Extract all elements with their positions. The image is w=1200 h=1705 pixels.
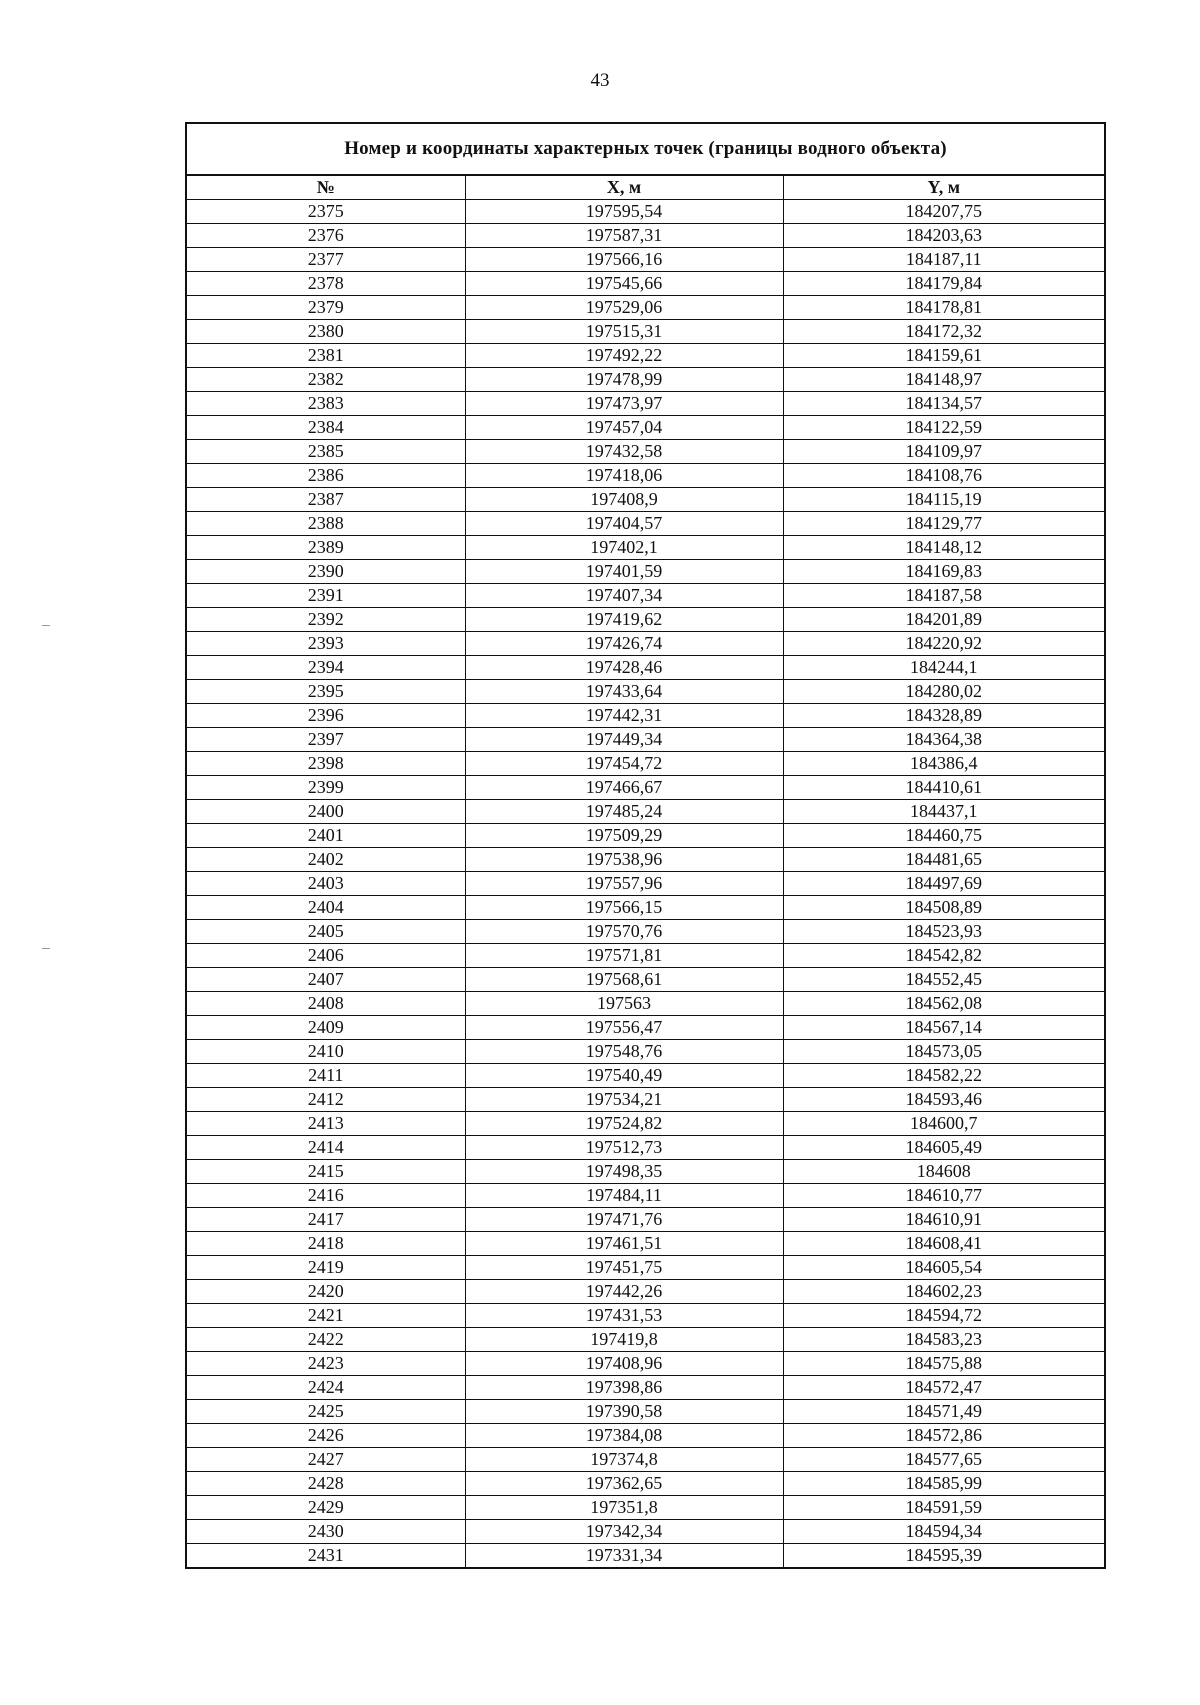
point-number-cell: 2424 [187,1376,465,1400]
table-row [187,1088,1104,1112]
point-number-cell: 2389 [187,536,465,560]
y-coordinate-cell: 184148,97 [783,368,1104,392]
coordinates-table [185,122,1106,1569]
table-row [187,392,1104,416]
x-coordinate-cell: 197404,57 [465,512,783,536]
y-coordinate-cell: 184593,46 [783,1088,1104,1112]
y-coordinate-cell: 184508,89 [783,896,1104,920]
y-coordinate-cell: 184481,65 [783,848,1104,872]
table-row [187,536,1104,560]
table-row [187,1040,1104,1064]
point-number-cell: 2407 [187,968,465,992]
point-number-cell: 2405 [187,920,465,944]
table-row [187,1472,1104,1496]
y-coordinate-cell: 184608,41 [783,1232,1104,1256]
x-coordinate-cell: 197571,81 [465,944,783,968]
point-number-cell: 2426 [187,1424,465,1448]
y-coordinate-cell: 184571,49 [783,1400,1104,1424]
table-row [187,1160,1104,1184]
table-row [187,632,1104,656]
table-row [187,1256,1104,1280]
point-number-cell: 2392 [187,608,465,632]
y-coordinate-cell: 184583,23 [783,1328,1104,1352]
x-coordinate-cell: 197466,67 [465,776,783,800]
y-coordinate-cell: 184437,1 [783,800,1104,824]
y-coordinate-cell: 184179,84 [783,272,1104,296]
x-coordinate-cell: 197390,58 [465,1400,783,1424]
y-coordinate-cell: 184572,47 [783,1376,1104,1400]
table-row [187,1280,1104,1304]
table-row [187,1112,1104,1136]
x-coordinate-cell: 197471,76 [465,1208,783,1232]
point-number-cell: 2406 [187,944,465,968]
y-coordinate-cell: 184605,54 [783,1256,1104,1280]
table-row [187,272,1104,296]
point-number-cell: 2400 [187,800,465,824]
table-row [187,1232,1104,1256]
point-number-cell: 2384 [187,416,465,440]
y-coordinate-cell: 184169,83 [783,560,1104,584]
x-coordinate-cell: 197384,08 [465,1424,783,1448]
y-coordinate-cell: 184595,39 [783,1544,1104,1568]
table-row [187,368,1104,392]
point-number-cell: 2396 [187,704,465,728]
table-row [187,344,1104,368]
y-coordinate-cell: 184148,12 [783,536,1104,560]
margin-mark [42,948,50,949]
point-number-cell: 2380 [187,320,465,344]
y-coordinate-cell: 184220,92 [783,632,1104,656]
point-number-cell: 2393 [187,632,465,656]
table-row [187,1376,1104,1400]
x-coordinate-cell: 197418,06 [465,464,783,488]
y-coordinate-cell: 184244,1 [783,656,1104,680]
point-number-cell: 2378 [187,272,465,296]
point-number-cell: 2381 [187,344,465,368]
point-number-cell: 2379 [187,296,465,320]
table-row [187,968,1104,992]
x-coordinate-cell: 197512,73 [465,1136,783,1160]
x-coordinate-cell: 197568,61 [465,968,783,992]
x-coordinate-cell: 197454,72 [465,752,783,776]
point-number-cell: 2423 [187,1352,465,1376]
x-coordinate-cell: 197419,62 [465,608,783,632]
page-number: 43 [590,70,610,91]
point-number-cell: 2413 [187,1112,465,1136]
point-number-cell: 2430 [187,1520,465,1544]
table-row [187,200,1104,224]
x-coordinate-cell: 197431,53 [465,1304,783,1328]
y-coordinate-cell: 184122,59 [783,416,1104,440]
point-number-cell: 2386 [187,464,465,488]
y-coordinate-cell: 184610,77 [783,1184,1104,1208]
y-coordinate-cell: 184591,59 [783,1496,1104,1520]
x-coordinate-cell: 197529,06 [465,296,783,320]
x-coordinate-cell: 197457,04 [465,416,783,440]
table-row [187,1208,1104,1232]
point-number-cell: 2399 [187,776,465,800]
table-row [187,1328,1104,1352]
table-row [187,680,1104,704]
point-number-cell: 2412 [187,1088,465,1112]
margin-mark [42,625,50,626]
point-number-cell: 2428 [187,1472,465,1496]
y-coordinate-cell: 184460,75 [783,824,1104,848]
y-coordinate-cell: 184594,72 [783,1304,1104,1328]
header-row [187,176,1104,200]
point-number-cell: 2391 [187,584,465,608]
table-row [187,464,1104,488]
x-coordinate-cell: 197595,54 [465,200,783,224]
table-row [187,584,1104,608]
x-coordinate-cell: 197557,96 [465,872,783,896]
y-coordinate-cell: 184410,61 [783,776,1104,800]
point-number-cell: 2427 [187,1448,465,1472]
table-row [187,1544,1104,1568]
point-number-cell: 2417 [187,1208,465,1232]
y-coordinate-cell: 184386,4 [783,752,1104,776]
table-row [187,248,1104,272]
table-row [187,752,1104,776]
y-coordinate-cell: 184567,14 [783,1016,1104,1040]
table-row [187,1352,1104,1376]
y-coordinate-cell: 184577,65 [783,1448,1104,1472]
point-number-cell: 2375 [187,200,465,224]
point-number-cell: 2395 [187,680,465,704]
y-coordinate-cell: 184610,91 [783,1208,1104,1232]
y-coordinate-cell: 184575,88 [783,1352,1104,1376]
y-coordinate-cell: 184115,19 [783,488,1104,512]
table-row [187,1304,1104,1328]
y-coordinate-cell: 184187,58 [783,584,1104,608]
point-number-cell: 2398 [187,752,465,776]
table-row [187,1016,1104,1040]
point-number-cell: 2397 [187,728,465,752]
x-coordinate-cell: 197419,8 [465,1328,783,1352]
table-row [187,776,1104,800]
table-row [187,848,1104,872]
table-row [187,944,1104,968]
point-number-cell: 2415 [187,1160,465,1184]
point-number-cell: 2425 [187,1400,465,1424]
x-coordinate-cell: 197566,15 [465,896,783,920]
point-number-cell: 2419 [187,1256,465,1280]
point-number-cell: 2394 [187,656,465,680]
x-coordinate-cell: 197442,26 [465,1280,783,1304]
table-row [187,992,1104,1016]
y-coordinate-cell: 184134,57 [783,392,1104,416]
y-coordinate-cell: 184594,34 [783,1520,1104,1544]
table-row [187,1424,1104,1448]
y-coordinate-cell: 184364,38 [783,728,1104,752]
x-coordinate-cell: 197566,16 [465,248,783,272]
table-row [187,1136,1104,1160]
y-coordinate-cell: 184562,08 [783,992,1104,1016]
y-coordinate-cell: 184178,81 [783,296,1104,320]
table-row [187,560,1104,584]
table-row [187,608,1104,632]
y-coordinate-cell: 184201,89 [783,608,1104,632]
x-coordinate-cell: 197432,58 [465,440,783,464]
y-coordinate-cell: 184328,89 [783,704,1104,728]
point-number-cell: 2383 [187,392,465,416]
x-coordinate-cell: 197540,49 [465,1064,783,1088]
y-coordinate-cell: 184203,63 [783,224,1104,248]
table-row [187,440,1104,464]
x-coordinate-cell: 197538,96 [465,848,783,872]
table-row [187,656,1104,680]
x-coordinate-cell: 197492,22 [465,344,783,368]
table-row [187,824,1104,848]
table-row [187,1064,1104,1088]
y-coordinate-cell: 184523,93 [783,920,1104,944]
point-number-cell: 2404 [187,896,465,920]
x-coordinate-cell: 197402,1 [465,536,783,560]
x-coordinate-cell: 197461,51 [465,1232,783,1256]
x-coordinate-cell: 197407,34 [465,584,783,608]
x-coordinate-cell: 197374,8 [465,1448,783,1472]
table-row [187,488,1104,512]
table-row [187,224,1104,248]
y-coordinate-cell: 184108,76 [783,464,1104,488]
x-coordinate-cell: 197442,31 [465,704,783,728]
x-coordinate-cell: 197515,31 [465,320,783,344]
y-coordinate-cell: 184552,45 [783,968,1104,992]
x-coordinate-cell: 197449,34 [465,728,783,752]
x-coordinate-cell: 197484,11 [465,1184,783,1208]
x-coordinate-cell: 197548,76 [465,1040,783,1064]
point-number-cell: 2377 [187,248,465,272]
y-coordinate-cell: 184129,77 [783,512,1104,536]
x-coordinate-cell: 197524,82 [465,1112,783,1136]
x-coordinate-cell: 197478,99 [465,368,783,392]
y-coordinate-cell: 184542,82 [783,944,1104,968]
table-title: Номер и координаты характерных точек (границы водного объекта) [187,124,1104,176]
y-coordinate-cell: 184602,23 [783,1280,1104,1304]
x-coordinate-cell: 197563 [465,992,783,1016]
point-number-cell: 2387 [187,488,465,512]
y-coordinate-cell: 184608 [783,1160,1104,1184]
table-row [187,320,1104,344]
point-number-cell: 2409 [187,1016,465,1040]
y-coordinate-cell: 184109,97 [783,440,1104,464]
point-number-cell: 2388 [187,512,465,536]
x-coordinate-cell: 197426,74 [465,632,783,656]
table-row [187,704,1104,728]
coordinates-grid [187,176,1104,1567]
table-row [187,1448,1104,1472]
point-number-cell: 2431 [187,1544,465,1568]
x-coordinate-cell: 197351,8 [465,1496,783,1520]
column-header-y: Y, м [783,176,1104,200]
x-coordinate-cell: 197408,96 [465,1352,783,1376]
y-coordinate-cell: 184582,22 [783,1064,1104,1088]
x-coordinate-cell: 197331,34 [465,1544,783,1568]
x-coordinate-cell: 197556,47 [465,1016,783,1040]
point-number-cell: 2403 [187,872,465,896]
point-number-cell: 2422 [187,1328,465,1352]
table-row [187,920,1104,944]
y-coordinate-cell: 184159,61 [783,344,1104,368]
x-coordinate-cell: 197428,46 [465,656,783,680]
point-number-cell: 2420 [187,1280,465,1304]
point-number-cell: 2416 [187,1184,465,1208]
table-row [187,512,1104,536]
table-row [187,296,1104,320]
point-number-cell: 2408 [187,992,465,1016]
y-coordinate-cell: 184187,11 [783,248,1104,272]
x-coordinate-cell: 197509,29 [465,824,783,848]
x-coordinate-cell: 197498,35 [465,1160,783,1184]
y-coordinate-cell: 184573,05 [783,1040,1104,1064]
point-number-cell: 2390 [187,560,465,584]
point-number-cell: 2376 [187,224,465,248]
x-coordinate-cell: 197587,31 [465,224,783,248]
table-row [187,872,1104,896]
point-number-cell: 2414 [187,1136,465,1160]
table-row [187,1400,1104,1424]
point-number-cell: 2429 [187,1496,465,1520]
point-number-cell: 2385 [187,440,465,464]
point-number-cell: 2410 [187,1040,465,1064]
x-coordinate-cell: 197473,97 [465,392,783,416]
point-number-cell: 2401 [187,824,465,848]
table-row [187,1520,1104,1544]
x-coordinate-cell: 197433,64 [465,680,783,704]
table-row [187,1496,1104,1520]
x-coordinate-cell: 197534,21 [465,1088,783,1112]
x-coordinate-cell: 197570,76 [465,920,783,944]
x-coordinate-cell: 197485,24 [465,800,783,824]
y-coordinate-cell: 184572,86 [783,1424,1104,1448]
x-coordinate-cell: 197362,65 [465,1472,783,1496]
x-coordinate-cell: 197408,9 [465,488,783,512]
point-number-cell: 2418 [187,1232,465,1256]
point-number-cell: 2382 [187,368,465,392]
y-coordinate-cell: 184605,49 [783,1136,1104,1160]
x-coordinate-cell: 197451,75 [465,1256,783,1280]
table-row [187,896,1104,920]
table-row [187,416,1104,440]
point-number-cell: 2402 [187,848,465,872]
y-coordinate-cell: 184497,69 [783,872,1104,896]
x-coordinate-cell: 197401,59 [465,560,783,584]
y-coordinate-cell: 184172,32 [783,320,1104,344]
table-row [187,728,1104,752]
x-coordinate-cell: 197545,66 [465,272,783,296]
column-header-number: № [187,176,465,200]
table-row [187,1184,1104,1208]
x-coordinate-cell: 197398,86 [465,1376,783,1400]
point-number-cell: 2421 [187,1304,465,1328]
column-header-x: X, м [465,176,783,200]
y-coordinate-cell: 184280,02 [783,680,1104,704]
y-coordinate-cell: 184585,99 [783,1472,1104,1496]
point-number-cell: 2411 [187,1064,465,1088]
y-coordinate-cell: 184207,75 [783,200,1104,224]
x-coordinate-cell: 197342,34 [465,1520,783,1544]
y-coordinate-cell: 184600,7 [783,1112,1104,1136]
table-row [187,800,1104,824]
